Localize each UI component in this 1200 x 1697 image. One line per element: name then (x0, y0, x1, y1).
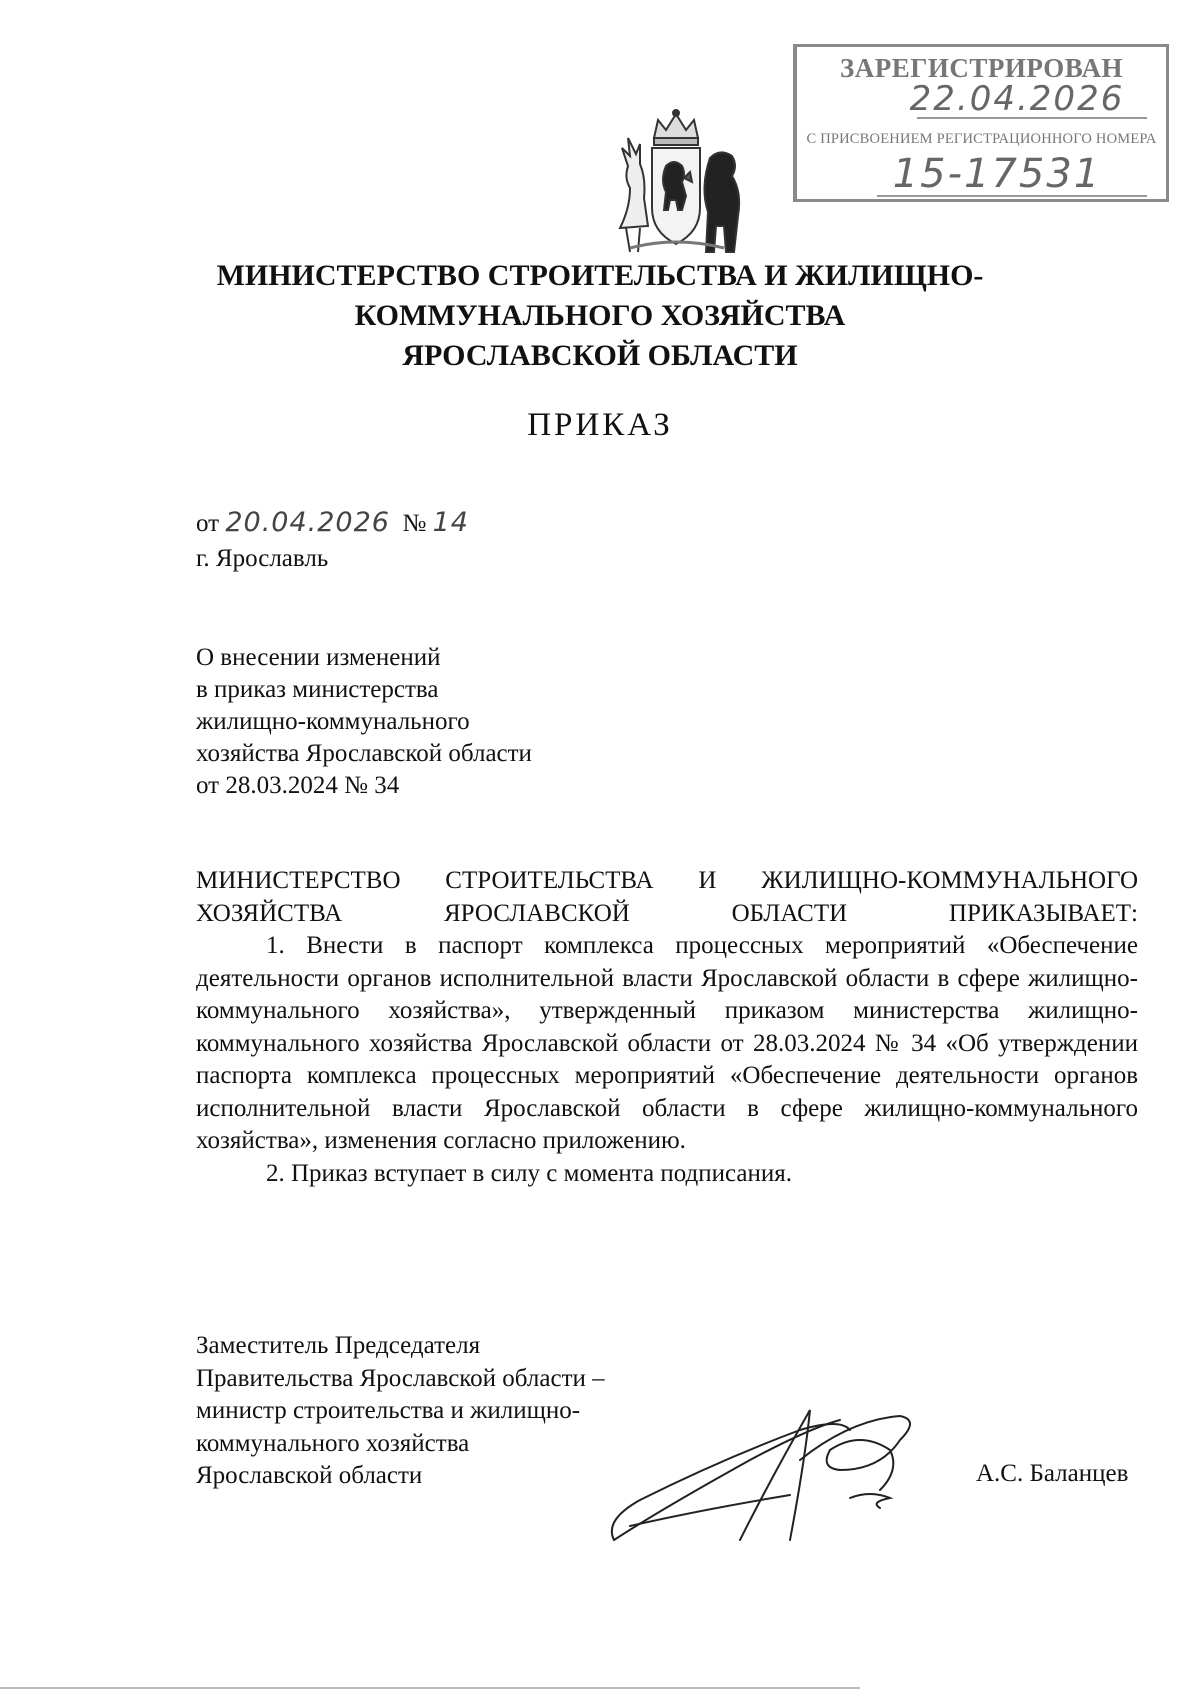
preamble-line-2: ХОЗЯЙСТВА ЯРОСЛАВСКОЙ ОБЛАСТИ ПРИКАЗЫВАЕТ: (196, 899, 1138, 927)
order-number: 14 (432, 507, 469, 538)
order-body (196, 865, 1138, 1190)
position-line: Ярославской области (196, 1462, 423, 1489)
preamble-line-1: МИНИСТЕРСТВО СТРОИТЕЛЬСТВА И ЖИЛИЩНО-КОММУНАЛЬНОГО (196, 867, 1138, 894)
subject-line: жилищно-коммунального (196, 708, 470, 735)
signer-name: А.С. Баланцев (976, 1460, 1129, 1487)
order-item-1: 1. Внести в паспорт комплекса процессных мероприятий «Обеспечение деятельности органов исполнительной власти Ярославской области в сфере жилищно-коммунального хозяйства», утвержденный приказом министерства жилищно-коммунального хозяйства Ярославской области от 28.03.2024 № 34 «Об утверждении паспорта комплекса процессных мероприятий «Обеспечение деятельности органов исполнительной власти Ярославской области в сфере жилищно-коммунального хозяйства», изменения согласно приложению. (196, 932, 1138, 1154)
subject-line: в приказ министерства (196, 676, 439, 703)
ministry-heading-line: ЯРОСЛАВСКОЙ ОБЛАСТИ (402, 339, 798, 372)
order-subject (196, 642, 532, 802)
stamp-caption: С ПРИСВОЕНИЕМ РЕГИСТРАЦИОННОГО НОМЕРА (806, 131, 1157, 147)
ministry-heading (0, 256, 1200, 376)
subject-line: хозяйства Ярославской области (196, 740, 532, 767)
stamp-title: ЗАРЕГИСТРИРОВАН (839, 53, 1124, 83)
signatory-position (196, 1330, 605, 1493)
number-prefix: № (402, 510, 427, 537)
page-bottom-rule (0, 1687, 860, 1689)
order-item-2: 2. Приказ вступает в силу с момента подписания. (266, 1159, 792, 1187)
document-type-title: ПРИКАЗ (527, 407, 673, 443)
order-date: 20.04.2026 (225, 507, 390, 538)
subject-line: О внесении изменений (196, 644, 441, 671)
position-line: коммунального хозяйства (196, 1429, 470, 1457)
stamp-date-underline (917, 117, 1147, 119)
subject-line: от 28.03.2024 № 34 (196, 772, 400, 799)
city: г. Ярославль (196, 545, 329, 572)
order-date-line (196, 507, 469, 538)
date-prefix: от (196, 510, 220, 537)
stamp-number: 15-17531 (892, 151, 1102, 197)
stamp-date: 22.04.2026 (909, 79, 1125, 119)
position-line: Правительства Ярославской области – (196, 1364, 605, 1392)
stamp-number-underline (877, 195, 1147, 197)
position-line: Заместитель Председателя (196, 1332, 481, 1359)
registration-stamp (793, 44, 1169, 202)
handwritten-signature (600, 1390, 930, 1560)
ministry-heading-line: МИНИСТЕРСТВО СТРОИТЕЛЬСТВА И ЖИЛИЩНО- (216, 259, 984, 292)
coat-of-arms-icon (600, 108, 752, 256)
position-line: министр строительства и жилищно- (196, 1397, 581, 1424)
ministry-heading-line: КОММУНАЛЬНОГО ХОЗЯЙСТВА (354, 299, 846, 332)
